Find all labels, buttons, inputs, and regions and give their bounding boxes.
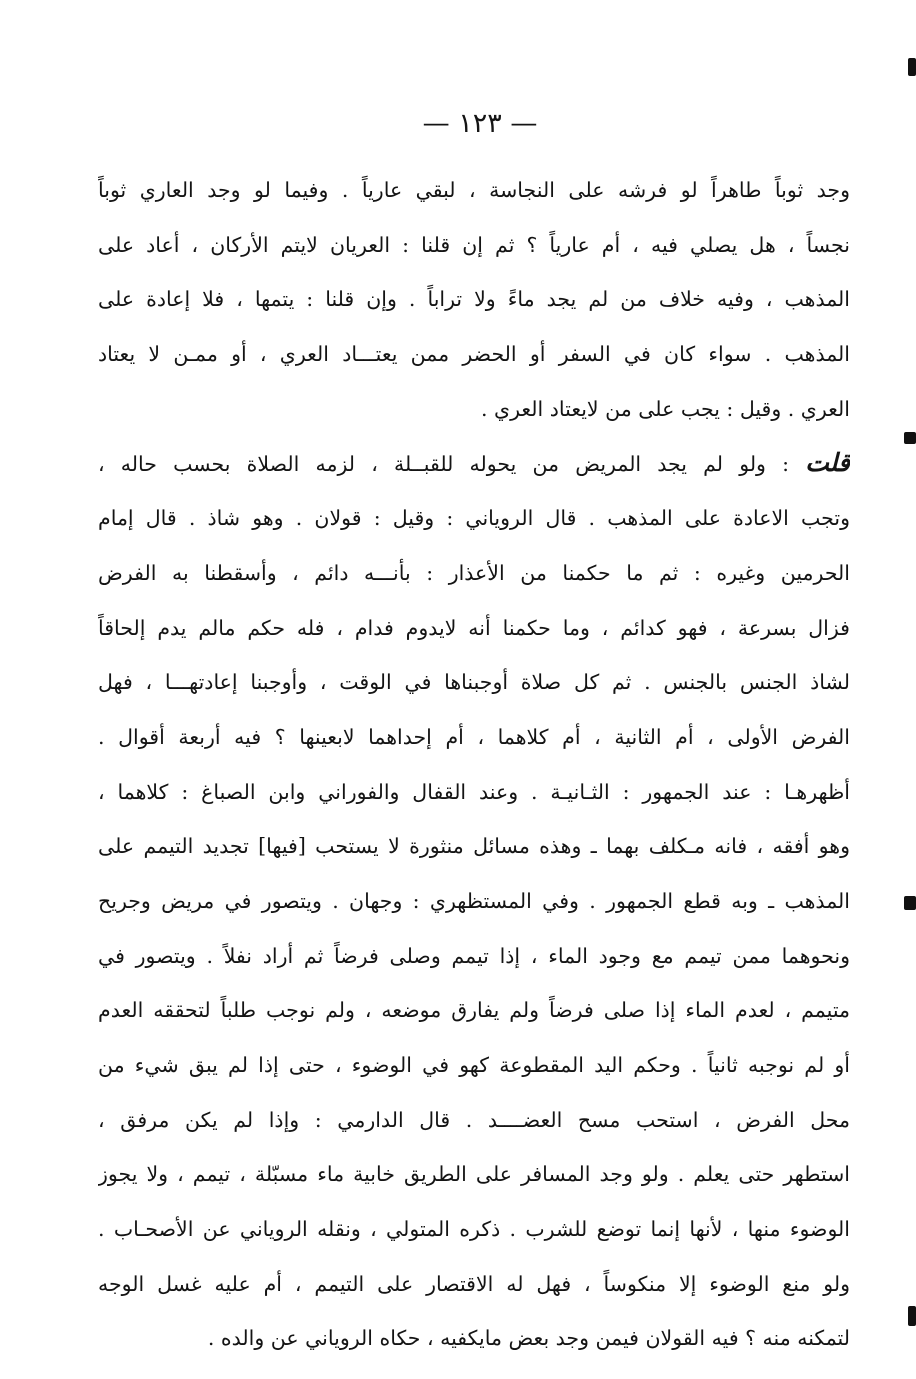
text-line: ونحوهما ممن تيمم مع وجود الماء ، إذا تيمم وصلى فرضاً ثم أراد نفلاً . ويتصور في (98, 943, 850, 968)
text-line: لتمكنه منه ؟ فيه القولان فيمن وجد بعض مايكفيه ، حكاه الروياني عن والده . (207, 1326, 850, 1351)
text-line: الفرض الأولى ، أم الثانية ، أم كلاهما ، أم إحداهما لابعينها ؟ فيه أربعة أقوال . (98, 724, 850, 749)
text-line: فزال بسرعة ، فهو كدائم ، وما حكمنا أنه لايدوم فدام ، فله حكم مالم يدم إلحاقاً (98, 615, 850, 640)
lead-word-qult: قلت (805, 448, 850, 478)
text-line: لشاذ الجنس بالجنس . ثم كل صلاة أوجبناها في الوقت ، وأوجبنا إعادتهـــا ، فهل (98, 670, 850, 695)
margin-scan-mark (908, 58, 916, 76)
text-line: متيمم ، لعدم الماء إذا صلى فرضاً ولم يفارق موضعه ، ولم نوجب طلباً لتحققه العدم (98, 998, 850, 1023)
margin-scan-mark (908, 1306, 916, 1326)
text-line-rest: : ولو لم يجد المريض من يحوله للقبــلة ، لزمه الصلاة بحسب حاله ، (98, 452, 790, 477)
text-line: أظهرهـا : عند الجمهور : الثـانيـة . وعند القفال والفوراني وابن الصباغ : كلاهما ، (98, 779, 850, 804)
text-line: المذهب . سواء كان في السفر أو الحضر ممن يعتـــاد العري ، أو ممـن لا يعتاد (98, 342, 850, 367)
text-line: الوضوء منها ، لأنها إنما توضع للشرب . ذكره المتولي ، ونقله الروياني عن الأصحـاب . (98, 1217, 850, 1242)
text-line (98, 436, 850, 491)
text-line: وتجب الاعادة على المذهب . قال الروياني : وقيل : قولان . وهو شاذ . قال إمام (98, 506, 850, 531)
body-text (98, 163, 850, 1366)
page-number: — ١٢٣ — (422, 108, 538, 139)
text-line: محل الفرض ، استحب مسح العضــــد . قال الدارمي : وإذا لم يكن مرفق ، (98, 1107, 850, 1132)
text-line: ولو منع الوضوء إلا منكوساً ، فهل له الاقتصار على التيمم ، أم عليه غسل الوجه (98, 1271, 850, 1296)
text-line: الحرمين وغيره : ثم ما حكمنا من الأعذار : بأنـــه دائم ، وأسقطنا به الفرض (98, 560, 850, 585)
text-line: المذهب ـ وبه قطع الجمهور . وفي المستظهري : وجهان . ويتصور في مريض وجريح (98, 888, 850, 913)
text-line: أو لم نوجبه ثانياً . وحكم اليد المقطوعة كهو في الوضوء ، حتى إذا لم يبق شيء من (98, 1053, 850, 1077)
text-line: وجد ثوباً طاهراً لو فرشه على النجاسة ، لبقي عارياً . وفيما لو وجد العاري ثوباً (98, 178, 850, 202)
text-line: وهو أفقه ، فانه مـكلف بهما ـ وهذه مسائل منثورة لا يستحب [فيها] تجديد التيمم على (98, 834, 850, 859)
text-line: العري . وقيل : يجب على من لايعتاد العري . (481, 396, 850, 421)
text-line: استطهر حتى يعلم . ولو وجد المسافر على الطريق خابية ماء مسبّلة ، تيمم ، ولا يجوز (98, 1162, 850, 1187)
margin-scan-mark (904, 432, 916, 444)
text-line: المذهب ، وفيه خلاف من لم يجد ماءً ولا تراباً . وإن قلنا : يتمها ، فلا إعادة على (98, 287, 850, 312)
margin-scan-mark (904, 896, 916, 910)
text-line: نجساً ، هل يصلي فيه ، أم عارياً ؟ ثم إن قلنا : العريان لايتم الأركان ، أعاد على (98, 232, 850, 257)
